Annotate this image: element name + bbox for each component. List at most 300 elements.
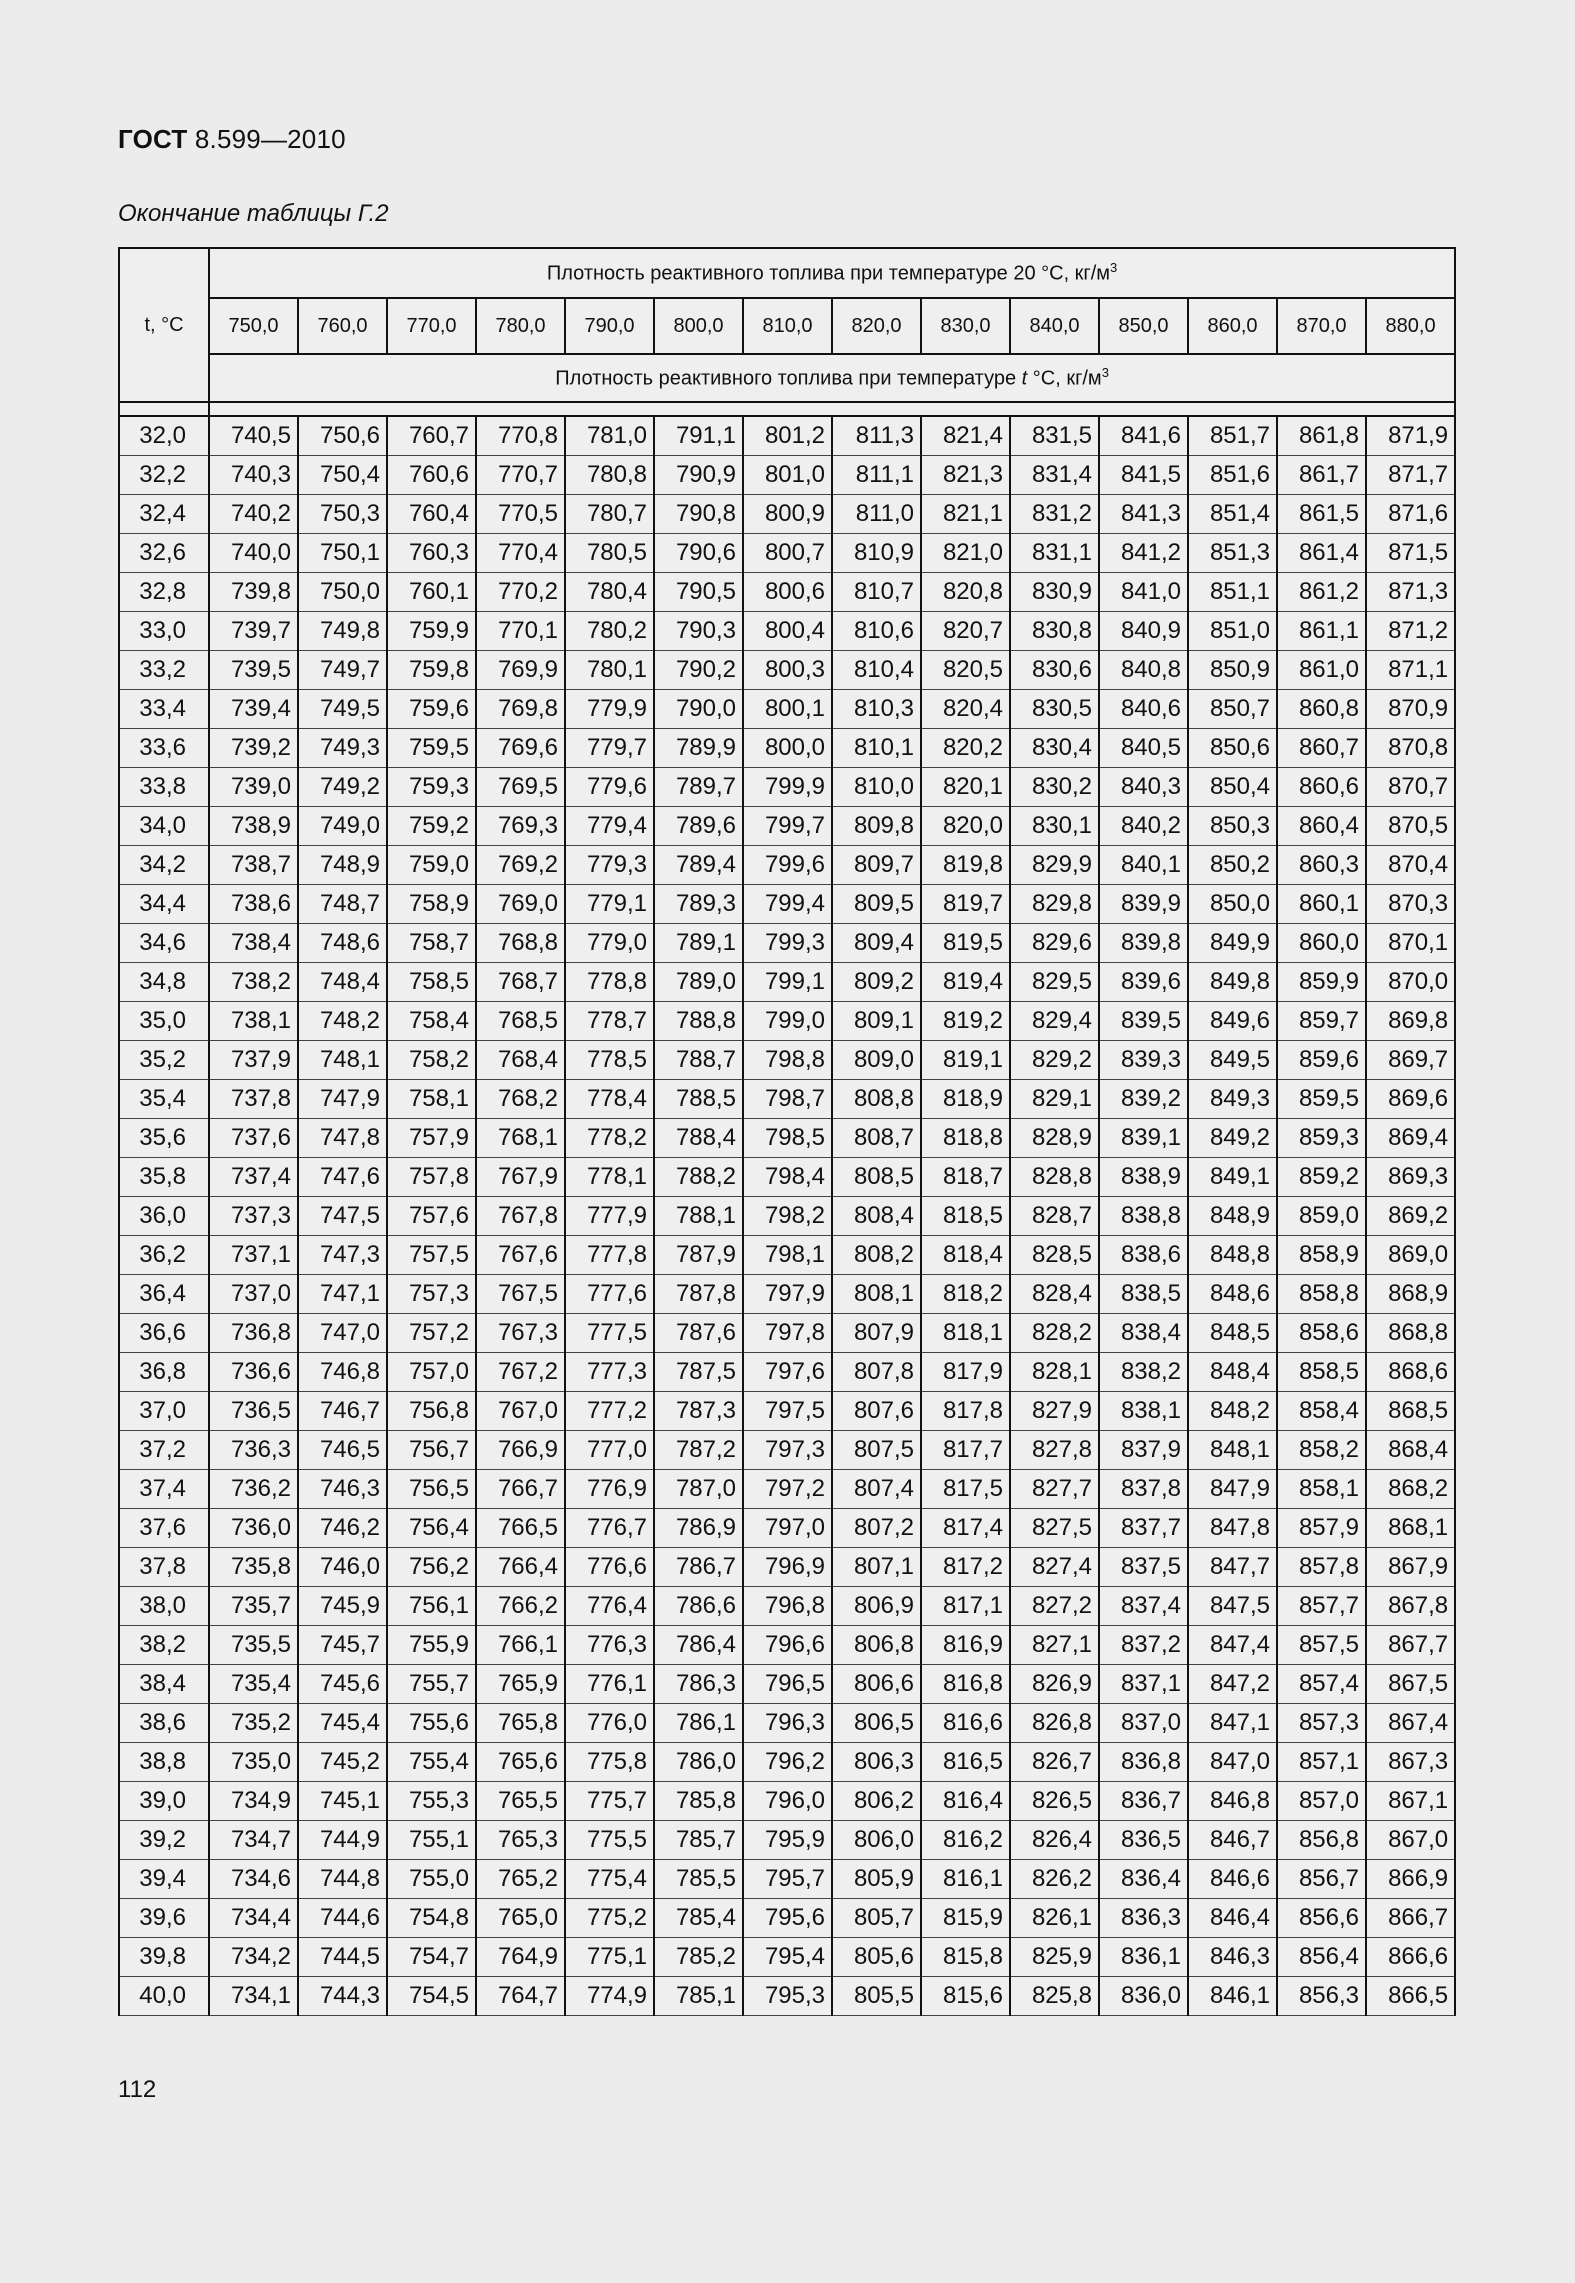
density-cell: 734,1	[209, 1977, 298, 2016]
density-cell: 779,1	[565, 885, 654, 924]
density-cell: 795,7	[743, 1860, 832, 1899]
density-cell: 857,4	[1277, 1665, 1366, 1704]
density-cell: 758,7	[387, 924, 476, 963]
density-cell: 857,1	[1277, 1743, 1366, 1782]
density-cell: 827,7	[1010, 1470, 1099, 1509]
density-cell: 739,2	[209, 729, 298, 768]
density-cell: 746,0	[298, 1548, 387, 1587]
density-cell: 738,9	[209, 807, 298, 846]
density-cell: 848,5	[1188, 1314, 1277, 1353]
density-cell: 860,7	[1277, 729, 1366, 768]
density-cell: 809,7	[832, 846, 921, 885]
density-cell: 838,8	[1099, 1197, 1188, 1236]
density-cell: 759,9	[387, 612, 476, 651]
density-cell: 755,4	[387, 1743, 476, 1782]
density-cell: 737,6	[209, 1119, 298, 1158]
density-cell: 827,1	[1010, 1626, 1099, 1665]
density-cell: 836,5	[1099, 1821, 1188, 1860]
temperature-cell: 36,0	[119, 1197, 209, 1236]
density-cell: 856,6	[1277, 1899, 1366, 1938]
density-cell: 838,6	[1099, 1236, 1188, 1275]
density-cell: 808,8	[832, 1080, 921, 1119]
table-row	[119, 1548, 1455, 1587]
density-cell: 861,4	[1277, 534, 1366, 573]
density-cell: 788,1	[654, 1197, 743, 1236]
density-cell: 755,1	[387, 1821, 476, 1860]
density-cell: 831,2	[1010, 495, 1099, 534]
density-cell: 818,4	[921, 1236, 1010, 1275]
density-cell: 756,2	[387, 1548, 476, 1587]
table-row	[119, 1587, 1455, 1626]
density-cell: 867,5	[1366, 1665, 1455, 1704]
density-cell: 808,1	[832, 1275, 921, 1314]
density-cell: 870,5	[1366, 807, 1455, 846]
table-row	[119, 1275, 1455, 1314]
density-cell: 850,6	[1188, 729, 1277, 768]
density-cell: 789,0	[654, 963, 743, 1002]
density-cell: 839,1	[1099, 1119, 1188, 1158]
density-cell: 817,2	[921, 1548, 1010, 1587]
density-cell: 838,4	[1099, 1314, 1188, 1353]
density-cell: 801,2	[743, 416, 832, 456]
temperature-cell: 33,8	[119, 768, 209, 807]
density-cell: 818,2	[921, 1275, 1010, 1314]
density-cell: 745,6	[298, 1665, 387, 1704]
density-cell: 859,7	[1277, 1002, 1366, 1041]
density-cell: 796,3	[743, 1704, 832, 1743]
density-cell: 836,0	[1099, 1977, 1188, 2016]
density-cell: 800,4	[743, 612, 832, 651]
density-cell: 818,8	[921, 1119, 1010, 1158]
table-body	[119, 416, 1455, 2016]
table-row	[119, 1860, 1455, 1899]
density-cell: 869,2	[1366, 1197, 1455, 1236]
density-cell: 787,6	[654, 1314, 743, 1353]
density-cell: 758,9	[387, 885, 476, 924]
density-cell: 849,5	[1188, 1041, 1277, 1080]
density-cell: 838,1	[1099, 1392, 1188, 1431]
density-cell: 765,0	[476, 1899, 565, 1938]
density-cell: 851,0	[1188, 612, 1277, 651]
density-cell: 738,7	[209, 846, 298, 885]
density-cell: 839,9	[1099, 885, 1188, 924]
density-cell: 870,9	[1366, 690, 1455, 729]
column-header: 840,0	[1010, 298, 1099, 354]
density-cell: 856,8	[1277, 1821, 1366, 1860]
column-header: 820,0	[832, 298, 921, 354]
density-cell: 785,5	[654, 1860, 743, 1899]
density-cell: 811,3	[832, 416, 921, 456]
temperature-cell: 34,4	[119, 885, 209, 924]
density-cell: 735,0	[209, 1743, 298, 1782]
density-cell: 777,2	[565, 1392, 654, 1431]
density-cell: 836,4	[1099, 1860, 1188, 1899]
temperature-cell: 36,2	[119, 1236, 209, 1275]
density-cell: 859,2	[1277, 1158, 1366, 1197]
density-cell: 858,8	[1277, 1275, 1366, 1314]
temperature-cell: 33,2	[119, 651, 209, 690]
density-cell: 779,6	[565, 768, 654, 807]
density-cell: 867,3	[1366, 1743, 1455, 1782]
density-cell: 780,8	[565, 456, 654, 495]
temperature-cell: 39,2	[119, 1821, 209, 1860]
density-cell: 820,1	[921, 768, 1010, 807]
density-cell: 861,2	[1277, 573, 1366, 612]
density-cell: 840,5	[1099, 729, 1188, 768]
density-cell: 868,1	[1366, 1509, 1455, 1548]
temperature-cell: 39,0	[119, 1782, 209, 1821]
density-cell: 757,9	[387, 1119, 476, 1158]
density-cell: 839,2	[1099, 1080, 1188, 1119]
density-cell: 817,1	[921, 1587, 1010, 1626]
density-cell: 734,7	[209, 1821, 298, 1860]
density-cell: 748,1	[298, 1041, 387, 1080]
density-cell: 779,3	[565, 846, 654, 885]
table-row	[119, 1119, 1455, 1158]
density-cell: 800,7	[743, 534, 832, 573]
density-cell: 765,3	[476, 1821, 565, 1860]
density-cell: 807,6	[832, 1392, 921, 1431]
density-cell: 777,3	[565, 1353, 654, 1392]
density-cell: 758,4	[387, 1002, 476, 1041]
density-cell: 799,6	[743, 846, 832, 885]
density-cell: 789,3	[654, 885, 743, 924]
density-cell: 856,3	[1277, 1977, 1366, 2016]
density-cell: 790,0	[654, 690, 743, 729]
density-cell: 795,6	[743, 1899, 832, 1938]
density-cell: 798,8	[743, 1041, 832, 1080]
density-cell: 841,6	[1099, 416, 1188, 456]
density-cell: 857,3	[1277, 1704, 1366, 1743]
density-cell: 868,2	[1366, 1470, 1455, 1509]
column-header: 780,0	[476, 298, 565, 354]
density-cell: 810,6	[832, 612, 921, 651]
density-cell: 744,3	[298, 1977, 387, 2016]
density-cell: 759,6	[387, 690, 476, 729]
density-cell: 831,4	[1010, 456, 1099, 495]
density-cell: 770,4	[476, 534, 565, 573]
density-cell: 867,4	[1366, 1704, 1455, 1743]
table-row	[119, 768, 1455, 807]
table-row	[119, 1353, 1455, 1392]
density-cell: 840,1	[1099, 846, 1188, 885]
document-header	[118, 124, 346, 155]
density-cell: 857,5	[1277, 1626, 1366, 1665]
density-cell: 869,6	[1366, 1080, 1455, 1119]
density-cell: 759,2	[387, 807, 476, 846]
density-cell: 816,5	[921, 1743, 1010, 1782]
density-cell: 778,5	[565, 1041, 654, 1080]
density-cell: 848,9	[1188, 1197, 1277, 1236]
density-cell: 817,8	[921, 1392, 1010, 1431]
density-cell: 795,4	[743, 1938, 832, 1977]
column-header: 870,0	[1277, 298, 1366, 354]
density-cell: 841,0	[1099, 573, 1188, 612]
density-cell: 768,2	[476, 1080, 565, 1119]
table-row	[119, 534, 1455, 573]
density-cell: 859,3	[1277, 1119, 1366, 1158]
temperature-cell: 35,8	[119, 1158, 209, 1197]
density-cell: 780,2	[565, 612, 654, 651]
density-cell: 871,1	[1366, 651, 1455, 690]
temperature-cell: 37,4	[119, 1470, 209, 1509]
density-cell: 836,8	[1099, 1743, 1188, 1782]
temperature-cell: 38,2	[119, 1626, 209, 1665]
density-cell: 846,6	[1188, 1860, 1277, 1899]
density-cell: 826,9	[1010, 1665, 1099, 1704]
density-cell: 767,9	[476, 1158, 565, 1197]
density-cell: 867,7	[1366, 1626, 1455, 1665]
density-cell: 837,4	[1099, 1587, 1188, 1626]
density-cell: 787,5	[654, 1353, 743, 1392]
density-cell: 841,5	[1099, 456, 1188, 495]
density-cell: 759,3	[387, 768, 476, 807]
density-cell: 766,1	[476, 1626, 565, 1665]
temperature-cell: 32,4	[119, 495, 209, 534]
temperature-cell: 38,6	[119, 1704, 209, 1743]
table-row	[119, 885, 1455, 924]
density-cell: 800,6	[743, 573, 832, 612]
density-cell: 819,1	[921, 1041, 1010, 1080]
density-cell: 788,5	[654, 1080, 743, 1119]
density-cell: 785,1	[654, 1977, 743, 2016]
density-cell: 807,5	[832, 1431, 921, 1470]
density-cell: 821,1	[921, 495, 1010, 534]
density-cell: 799,3	[743, 924, 832, 963]
density-cell: 839,6	[1099, 963, 1188, 1002]
column-header: 800,0	[654, 298, 743, 354]
density-cell: 739,4	[209, 690, 298, 729]
density-cell: 766,5	[476, 1509, 565, 1548]
density-cell: 776,3	[565, 1626, 654, 1665]
density-cell: 828,5	[1010, 1236, 1099, 1275]
density-cell: 797,8	[743, 1314, 832, 1353]
density-cell: 848,4	[1188, 1353, 1277, 1392]
density-cell: 869,7	[1366, 1041, 1455, 1080]
density-table	[118, 247, 1456, 2016]
density-cell: 839,8	[1099, 924, 1188, 963]
density-cell: 819,4	[921, 963, 1010, 1002]
density-cell: 848,1	[1188, 1431, 1277, 1470]
density-cell: 837,1	[1099, 1665, 1188, 1704]
density-cell: 739,7	[209, 612, 298, 651]
density-cell: 768,7	[476, 963, 565, 1002]
density-cell: 735,7	[209, 1587, 298, 1626]
density-cell: 806,3	[832, 1743, 921, 1782]
density-cell: 750,0	[298, 573, 387, 612]
density-cell: 830,8	[1010, 612, 1099, 651]
density-cell: 818,1	[921, 1314, 1010, 1353]
density-cell: 756,7	[387, 1431, 476, 1470]
density-cell: 799,4	[743, 885, 832, 924]
density-cell: 744,8	[298, 1860, 387, 1899]
density-cell: 858,9	[1277, 1236, 1366, 1275]
density-cell: 840,2	[1099, 807, 1188, 846]
density-cell: 797,3	[743, 1431, 832, 1470]
density-cell: 765,2	[476, 1860, 565, 1899]
density-cell: 857,9	[1277, 1509, 1366, 1548]
density-cell: 849,1	[1188, 1158, 1277, 1197]
density-cell: 810,3	[832, 690, 921, 729]
density-cell: 757,5	[387, 1236, 476, 1275]
density-cell: 770,2	[476, 573, 565, 612]
density-cell: 809,4	[832, 924, 921, 963]
column-header: 880,0	[1366, 298, 1455, 354]
density-cell: 740,2	[209, 495, 298, 534]
density-cell: 860,6	[1277, 768, 1366, 807]
density-cell: 820,0	[921, 807, 1010, 846]
density-cell: 828,4	[1010, 1275, 1099, 1314]
density-cell: 755,7	[387, 1665, 476, 1704]
density-cell: 837,7	[1099, 1509, 1188, 1548]
density-cell: 780,4	[565, 573, 654, 612]
density-cell: 778,7	[565, 1002, 654, 1041]
density-cell: 795,3	[743, 1977, 832, 2016]
density-cell: 738,6	[209, 885, 298, 924]
density-cell: 797,5	[743, 1392, 832, 1431]
density-cell: 765,6	[476, 1743, 565, 1782]
density-cell: 735,5	[209, 1626, 298, 1665]
density-cell: 856,7	[1277, 1860, 1366, 1899]
density-cell: 750,3	[298, 495, 387, 534]
density-cell: 759,5	[387, 729, 476, 768]
temperature-cell: 37,2	[119, 1431, 209, 1470]
density-cell: 859,6	[1277, 1041, 1366, 1080]
table-row	[119, 1626, 1455, 1665]
density-cell: 828,2	[1010, 1314, 1099, 1353]
density-cell: 747,5	[298, 1197, 387, 1236]
density-cell: 847,0	[1188, 1743, 1277, 1782]
density-cell: 736,2	[209, 1470, 298, 1509]
density-cell: 764,9	[476, 1938, 565, 1977]
density-cell: 805,9	[832, 1860, 921, 1899]
density-cell: 817,7	[921, 1431, 1010, 1470]
density-cell: 789,9	[654, 729, 743, 768]
density-cell: 809,1	[832, 1002, 921, 1041]
density-cell: 781,0	[565, 416, 654, 456]
density-cell: 837,8	[1099, 1470, 1188, 1509]
density-cell: 765,5	[476, 1782, 565, 1821]
density-cell: 798,2	[743, 1197, 832, 1236]
density-cell: 755,0	[387, 1860, 476, 1899]
density-cell: 849,2	[1188, 1119, 1277, 1158]
density-cell: 737,4	[209, 1158, 298, 1197]
density-cell: 740,5	[209, 416, 298, 456]
table-row	[119, 963, 1455, 1002]
density-cell: 789,1	[654, 924, 743, 963]
density-cell: 811,1	[832, 456, 921, 495]
density-cell: 785,4	[654, 1899, 743, 1938]
density-cell: 796,8	[743, 1587, 832, 1626]
density-cell: 788,8	[654, 1002, 743, 1041]
density-cell: 770,5	[476, 495, 565, 534]
density-cell: 787,3	[654, 1392, 743, 1431]
density-cell: 805,5	[832, 1977, 921, 2016]
density-cell: 857,8	[1277, 1548, 1366, 1587]
density-cell: 829,1	[1010, 1080, 1099, 1119]
density-cell: 821,0	[921, 534, 1010, 573]
density-cell: 759,8	[387, 651, 476, 690]
density-cell: 820,2	[921, 729, 1010, 768]
table-row	[119, 924, 1455, 963]
temperature-cell: 32,6	[119, 534, 209, 573]
temperature-cell: 34,6	[119, 924, 209, 963]
table-row	[119, 729, 1455, 768]
density-cell: 846,1	[1188, 1977, 1277, 2016]
density-cell: 737,0	[209, 1275, 298, 1314]
column-header: 830,0	[921, 298, 1010, 354]
density-cell: 747,9	[298, 1080, 387, 1119]
table-row	[119, 1197, 1455, 1236]
density-cell: 869,3	[1366, 1158, 1455, 1197]
density-cell: 787,0	[654, 1470, 743, 1509]
page-number: 112	[118, 2076, 157, 2103]
density-cell: 868,5	[1366, 1392, 1455, 1431]
table-row	[119, 1470, 1455, 1509]
density-cell: 767,3	[476, 1314, 565, 1353]
density-cell: 787,9	[654, 1236, 743, 1275]
density-cell: 849,3	[1188, 1080, 1277, 1119]
density-cell: 819,8	[921, 846, 1010, 885]
density-cell: 736,0	[209, 1509, 298, 1548]
density-cell: 869,4	[1366, 1119, 1455, 1158]
density-cell: 807,2	[832, 1509, 921, 1548]
density-cell: 858,6	[1277, 1314, 1366, 1353]
density-cell: 839,5	[1099, 1002, 1188, 1041]
table-caption: Окончание таблицы Г.2	[118, 200, 389, 227]
table-row	[119, 807, 1455, 846]
density-cell: 746,7	[298, 1392, 387, 1431]
density-cell: 757,6	[387, 1197, 476, 1236]
density-cell: 797,6	[743, 1353, 832, 1392]
density-cell: 758,1	[387, 1080, 476, 1119]
density-cell: 861,1	[1277, 612, 1366, 651]
density-cell: 809,2	[832, 963, 921, 1002]
density-cell: 818,7	[921, 1158, 1010, 1197]
density-cell: 769,6	[476, 729, 565, 768]
density-cell: 871,3	[1366, 573, 1455, 612]
density-cell: 851,7	[1188, 416, 1277, 456]
density-cell: 810,4	[832, 651, 921, 690]
density-cell: 770,7	[476, 456, 565, 495]
density-cell: 799,0	[743, 1002, 832, 1041]
density-cell: 808,2	[832, 1236, 921, 1275]
density-cell: 746,5	[298, 1431, 387, 1470]
density-cell: 779,4	[565, 807, 654, 846]
density-cell: 868,9	[1366, 1275, 1455, 1314]
density-cell: 817,9	[921, 1353, 1010, 1392]
table-row	[119, 1002, 1455, 1041]
density-cell: 799,9	[743, 768, 832, 807]
density-cell: 787,2	[654, 1431, 743, 1470]
density-cell: 860,3	[1277, 846, 1366, 885]
density-cell: 765,8	[476, 1704, 565, 1743]
table-row	[119, 1743, 1455, 1782]
density-cell: 829,8	[1010, 885, 1099, 924]
table-row	[119, 1509, 1455, 1548]
density-cell: 749,2	[298, 768, 387, 807]
density-cell: 757,3	[387, 1275, 476, 1314]
density-cell: 799,1	[743, 963, 832, 1002]
density-cell: 837,2	[1099, 1626, 1188, 1665]
density-cell: 788,7	[654, 1041, 743, 1080]
temperature-cell: 36,4	[119, 1275, 209, 1314]
density-cell: 786,0	[654, 1743, 743, 1782]
density-cell: 734,6	[209, 1860, 298, 1899]
density-cell: 785,2	[654, 1938, 743, 1977]
density-cell: 815,9	[921, 1899, 1010, 1938]
density-cell: 767,0	[476, 1392, 565, 1431]
